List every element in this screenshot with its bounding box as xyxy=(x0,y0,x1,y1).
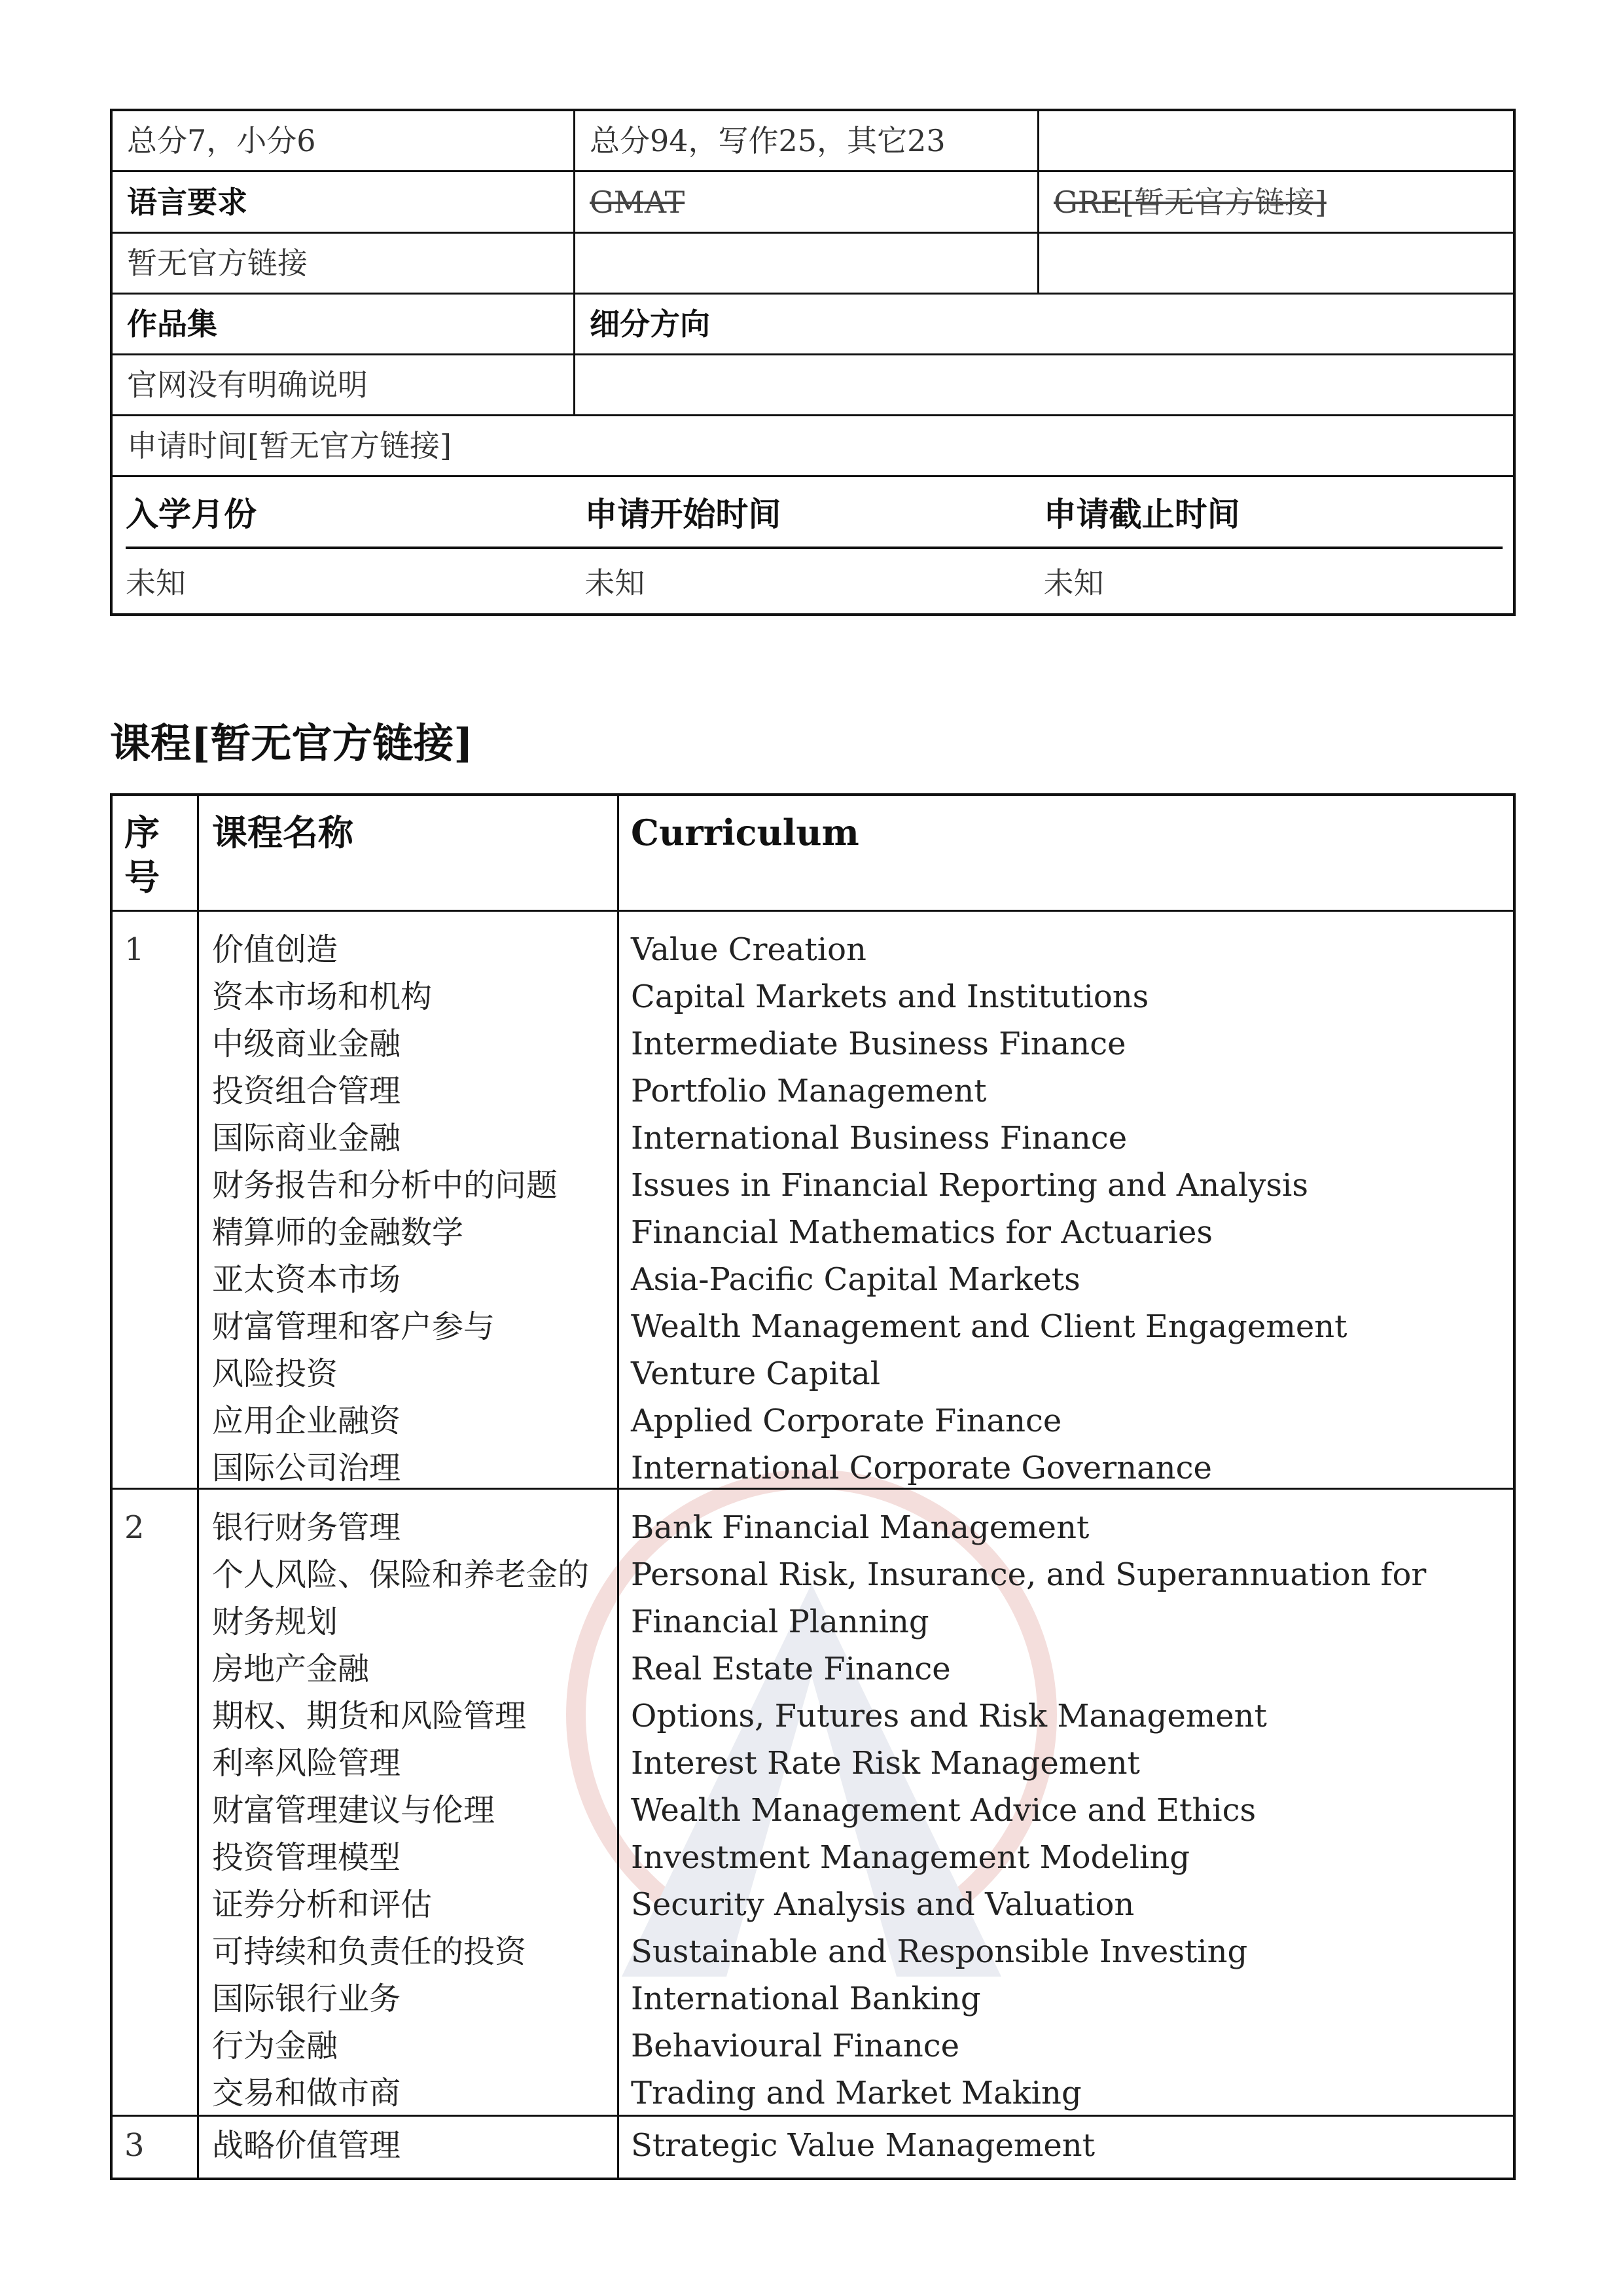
course-name-zh: 交易和做市商 xyxy=(212,2075,401,2111)
courses-section-title: 课程[暂无官方链接] xyxy=(110,719,473,767)
group-number-text: 1 xyxy=(124,931,145,968)
specialization-value xyxy=(575,355,1513,414)
course-name-en: International Business Finance xyxy=(631,1120,1128,1157)
course-name-en: Value Creation xyxy=(631,931,866,968)
portfolio-label: 作品集 xyxy=(113,295,575,353)
application-start-header: 申请开始时间 xyxy=(584,495,781,533)
language-requirement-label: 语言要求 xyxy=(113,172,575,232)
course-group-row xyxy=(113,1490,1513,2117)
course-name-zh: 国际银行业务 xyxy=(212,1981,401,2017)
course-name-zh: 行为金融 xyxy=(212,2028,338,2064)
application-deadline-value: 未知 xyxy=(1043,565,1104,601)
course-name-en: Financial Mathematics for Actuaries xyxy=(631,1214,1213,1251)
group-number-text: 3 xyxy=(124,2127,145,2164)
portfolio-value-row xyxy=(113,355,1513,416)
curriculum-header: Curriculum xyxy=(631,812,859,853)
gmat-value xyxy=(575,234,1039,293)
portfolio-header-row xyxy=(113,295,1513,355)
course-name-zh: 资本市场和机构 xyxy=(212,978,433,1015)
course-name-en: International Corporate Governance xyxy=(631,1450,1212,1486)
course-name-en: International Banking xyxy=(631,1981,981,2017)
test-value-row xyxy=(113,234,1513,295)
course-name-zh: 战略价值管理 xyxy=(212,2127,401,2164)
course-name-en: Capital Markets and Institutions xyxy=(631,978,1149,1015)
course-name-en: Security Analysis and Valuation xyxy=(631,1886,1135,1923)
group-number xyxy=(113,912,199,1488)
course-name-en: Behavioural Finance xyxy=(631,2028,960,2064)
course-name-zh: 应用企业融资 xyxy=(212,1403,401,1439)
application-start-value: 未知 xyxy=(584,565,645,601)
course-name-en: Portfolio Management xyxy=(631,1073,987,1109)
toefl-score: 总分94，写作25，其它23 xyxy=(575,111,1039,170)
gre-value xyxy=(1039,234,1513,293)
group-number xyxy=(113,1490,199,2115)
application-time-row xyxy=(113,416,1513,477)
portfolio-value: 官网没有明确说明 xyxy=(113,355,575,414)
course-name-zh: 亚太资本市场 xyxy=(212,1261,401,1298)
course-name-en: Financial Planning xyxy=(631,1604,929,1640)
course-name-zh: 投资组合管理 xyxy=(212,1073,401,1109)
specialization-label: 细分方向 xyxy=(590,306,710,342)
application-time-label: 申请时间[暂无官方链接] xyxy=(127,428,452,463)
course-names-en xyxy=(619,1490,1513,2115)
course-name-zh: 证券分析和评估 xyxy=(212,1886,433,1923)
application-deadline-header: 申请截止时间 xyxy=(1043,495,1240,533)
gmat-label: GMAT xyxy=(590,184,685,220)
course-name-en: Sustainable and Responsible Investing xyxy=(631,1933,1248,1970)
course-name-en: Venture Capital xyxy=(631,1355,881,1392)
course-group-row xyxy=(113,912,1513,1490)
application-dates xyxy=(113,477,1513,613)
course-name-en: Personal Risk, Insurance, and Superannuation for xyxy=(631,1556,1427,1593)
gre-label: GRE[暂无官方链接] xyxy=(1054,184,1327,220)
ielts-score: 总分7，小分6 xyxy=(113,111,575,170)
index-header: 序 号 xyxy=(113,796,199,910)
group-number xyxy=(113,2117,199,2178)
course-group-row xyxy=(113,2117,1513,2178)
course-name-en: Wealth Management Advice and Ethics xyxy=(631,1792,1257,1829)
score-row xyxy=(113,111,1513,172)
course-names-en xyxy=(619,2117,1513,2178)
intake-month-header: 入学月份 xyxy=(126,495,257,533)
course-name-zh: 个人风险、保险和养老金的 xyxy=(212,1556,590,1593)
course-name-zh: 财富管理和客户参与 xyxy=(212,1308,495,1345)
course-name-zh: 可持续和负责任的投资 xyxy=(212,1933,527,1970)
course-name-zh: 中级商业金融 xyxy=(212,1026,401,1062)
course-names-en xyxy=(619,912,1513,1488)
course-name-en: Trading and Market Making xyxy=(631,2075,1082,2111)
course-names-zh xyxy=(199,912,619,1488)
intake-month-value: 未知 xyxy=(126,565,186,601)
course-name-en: Investment Management Modeling xyxy=(631,1839,1190,1876)
course-names-zh xyxy=(199,1490,619,2115)
course-table xyxy=(110,793,1516,2180)
course-name-zh: 银行财务管理 xyxy=(212,1509,401,1546)
course-name-en: Real Estate Finance xyxy=(631,1651,951,1687)
group-number-text: 2 xyxy=(124,1509,145,1546)
course-name-zh: 财务规划 xyxy=(212,1604,338,1640)
course-name-en: Interest Rate Risk Management xyxy=(631,1745,1140,1782)
course-name-zh: 精算师的金融数学 xyxy=(212,1214,464,1251)
other-score xyxy=(1039,111,1513,170)
course-name-zh: 财务报告和分析中的问题 xyxy=(212,1167,558,1204)
test-header-row xyxy=(113,172,1513,234)
course-table-header xyxy=(113,796,1513,912)
course-name-zh: 财富管理建议与伦理 xyxy=(212,1792,495,1829)
course-name-en: Wealth Management and Client Engagement xyxy=(631,1308,1347,1345)
course-name-zh: 房地产金融 xyxy=(212,1651,370,1687)
requirements-table xyxy=(110,109,1516,616)
course-name-en: Intermediate Business Finance xyxy=(631,1026,1126,1062)
course-name-zh: 期权、期货和风险管理 xyxy=(212,1698,527,1734)
course-name-en: Applied Corporate Finance xyxy=(631,1403,1062,1439)
course-name-zh: 风险投资 xyxy=(212,1355,338,1392)
course-name-zh: 投资管理模型 xyxy=(212,1839,401,1876)
course-name-zh: 国际公司治理 xyxy=(212,1450,401,1486)
course-name-en: Strategic Value Management xyxy=(631,2127,1096,2164)
course-name-en: Issues in Financial Reporting and Analysis xyxy=(631,1167,1308,1204)
course-names-zh xyxy=(199,2117,619,2178)
course-name-header: 课程名称 xyxy=(199,796,619,910)
course-name-en: Bank Financial Management xyxy=(631,1509,1090,1546)
language-requirement-value: 暂无官方链接 xyxy=(113,234,575,293)
course-name-zh: 利率风险管理 xyxy=(212,1745,401,1782)
course-name-zh: 国际商业金融 xyxy=(212,1120,401,1157)
course-name-en: Options, Futures and Risk Management xyxy=(631,1698,1267,1734)
course-name-en: Asia-Pacific Capital Markets xyxy=(631,1261,1080,1298)
course-name-zh: 价值创造 xyxy=(212,931,338,968)
